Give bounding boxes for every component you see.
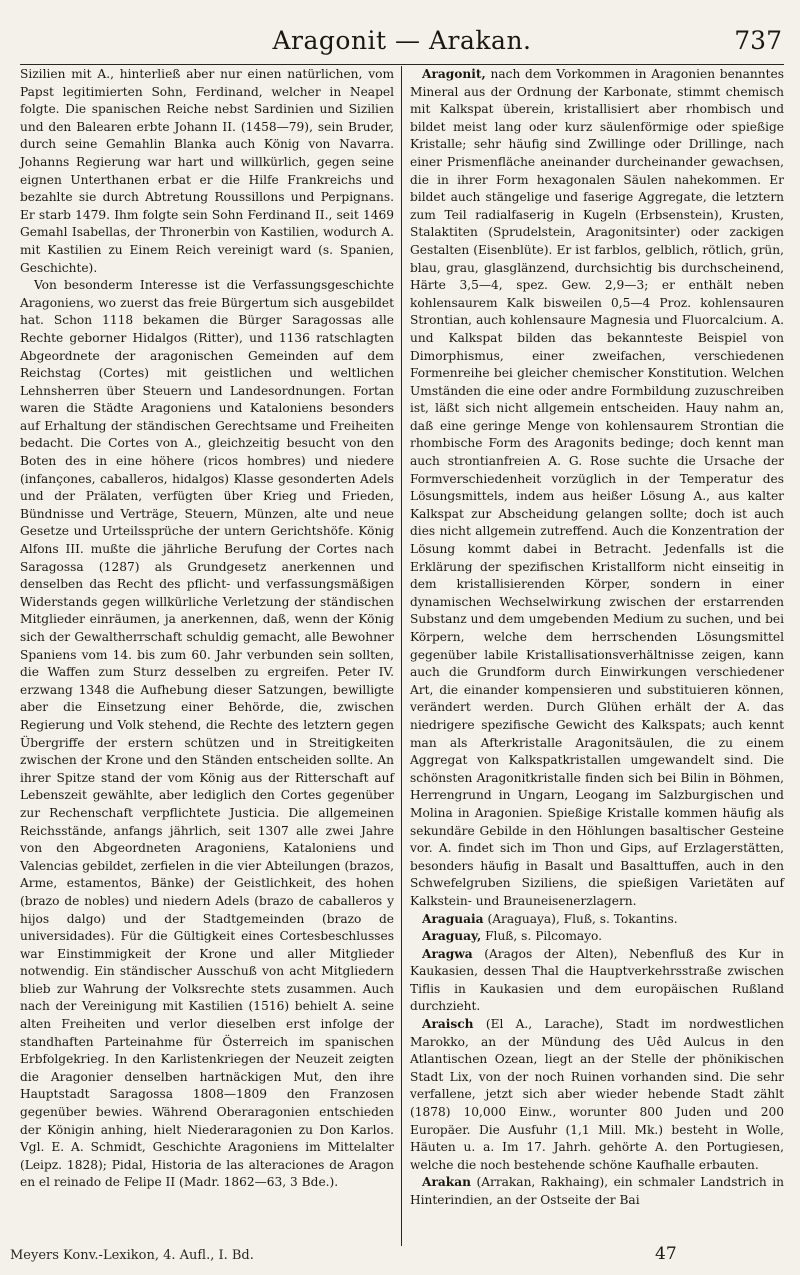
entry-headword: Aragonit, [422,67,486,81]
paragraph: Sizilien mit A., hinterließ aber nur einen natürlichen, vom Papst legitimierten Sohn, Ferdinand, welcher in Neapel folgte. Die spanischen Reiche nebst Sardinien und Sizilien und den Balearen erbte Johann II. (1458—79), sein Bruder, durch seine Gemahlin Blanka auch König von Navarra. Johanns Regierung war hart und willkürlich, gegen seine eignen Unterthanen erbat er die Hilfe Frankreichs und bezahlte sie durch Abtretung Roussillons und Perpignans. Er starb 1479. Ihm folgte sein Sohn Ferdinand II., seit 1469 Gemahl Isabellas, der Thronerbin von Kastilien, wodurch A. mit Kastilien zu Einem Reich vereinigt ward (s. Spanien, Geschichte). [20,67,394,275]
entry-text: (El A., Larache), Stadt im nordwestlichen Marokko, an der Mündung des Uêd Aulcus in den Atlantischen Ozean, liegt an der Stelle der phönikischen Stadt Lix, von der noch Ruinen vorhanden sind. Die sehr verfallene, jetzt sich aber wieder hebende Stadt zählt (1878) 10,000 Einw., worunter 800 Juden und 200 Europäer. Die Ausfuhr (1,1 Mill. Mk.) besteht in Wolle, Häuten u. a. Im 17. Jahrh. gehörte A. den Portugiesen, welche die noch bestehende schöne Kaufhalle erbauten. [410,1017,784,1172]
right-column [410,66,784,1210]
entry-headword: Araguaia [422,911,484,926]
entry-text: nach dem Vorkommen in Aragonien benanntes Mineral aus der Ordnung der Karbonate, stimmt chemisch mit Kalkspat überein, kristallisiert aber rhombisch und bildet meist lang oder kurz säulenförmige oder spießige Kristalle; sehr häufig sind Zwillinge oder Drillinge, nach einer Prismenfläche aneinander durcheinander gewachsen, die in ihrer Form hexagonalen Säulen nahekommen. Er bildet auch stängelige und faserige Aggregate, die letztern zum Teil radialfaserig in Kugeln (Erbsenstein), Krusten, Stalaktiten (Sprudelstein, Aragonitsinter) oder zackigen Gestalten (Eisenblüte). Er ist farblos, gelblich, rötlich, grün, blau, grau, glasglänzend, durchsichtig bis durchscheinend, Härte 3,5—4, spez. Gew. 2,9—3; er enthält neben kohlensaurem Kalk bisweilen 0,5—4 Proz. kohlensauren Strontian, auch kohlensaure Magnesia und Fluorcalcium. A. und Kalkspat bilden das bekannteste Beispiel von Dimorphismus, einer zweifachen, verschiedenen Formenreihe bei gleicher chemischer Konstitution. Welchen Umständen die eine oder andre Formbildung zuzuschreiben ist, läßt sich nicht allgemein entscheiden. Hauy nahm an, daß eine geringe Menge von kohlensaurem Strontian die rhombische Form des Aragonits bedinge; doch kennt man auch strontianfreien A. G. Rose suchte die Ursache der Formverschiedenheit vorzüglich in der Temperatur des Lösungsmittels, indem aus heißer Lösung A., aus kalter Kalkspat zur Abscheidung gelangen sollte; doch ist auch dies nicht allgemein zutreffend. Auch die Konzentration der Lösung kommt dabei in Betracht. Jedenfalls ist die Erklärung der spezifischen Kristallform nicht einseitig in dem kristallisierenden Körper, sondern in einer dynamischen Wechselwirkung zwischen der erstarrenden Substanz und dem umgebenden Medium zu suchen, und bei Körpern, welche dem herrschenden Lösungsmittel gegenüber labile Kristallisationsverhältnisse zeigen, kann auch die Grundform durch Einwirkungen verschiedener Art, die einander kompensieren und substituieren können, verändert werden. Durch Glühen erhält der A. das niedrigere spezifische Gewicht des Kalkspats; auch kennt man als Afterkristalle Aragonitsäulen, die zu einem Aggregat von Kalkspatkristallen umgewandelt sind. Die schönsten Aragonitkristalle finden sich bei Bilin in Böhmen, Herrengrund in Ungarn, Leogang im Salzburgischen und Molina in Aragonien. Spießige Kristalle kommen häufig als sekundäre Gebilde in den Höhlungen basaltischer Gesteine vor. A. findet sich im Thon und Gips, auf Erzlagerstätten, besonders häufig in Basalt und Basalttuffen, auch in den Schwefelgruben Siziliens, die spießigen Varietäten auf Kalkstein- und Brauneisenerzlagern. [410,67,784,908]
column-divider [401,66,402,1246]
entry-headword: Aragwa [422,946,473,961]
entry-headword: Araguay, [422,929,482,944]
entry-text: (Araguaya), Fluß, s. Tokantins. [483,911,678,926]
entry-text: Fluß, s. Pilcomayo. [481,929,603,944]
running-title: Aragonit — Arakan. [272,26,532,55]
entry-text: (Arrakan, Rakhaing), ein schmaler Landstrich in Hinterindien, an der Ostseite der Bai [410,1175,784,1207]
page-number: 737 [734,26,782,55]
entry-aragwa [410,946,784,1016]
header-rule [20,64,784,65]
entry-araguaia [410,911,784,929]
left-column [20,66,394,1192]
entry-headword: Araisch [422,1017,474,1032]
entry-text: (Aragos der Alten), Nebenfluß des Kur in Kaukasien, dessen Thal die Hauptverkehrsstraße zwischen Tiflis in Kaukasien und dem europäischen Rußland durchzieht. [410,946,784,1014]
signature-mark: 47 [655,1244,677,1264]
page-header [20,22,784,62]
entry-araisch [410,1016,784,1174]
paragraph: Von besonderm Interesse ist die Verfassungsgeschichte Aragoniens, wo zuerst das freie Bürgertum sich ausgebildet hat. Schon 1118 bekamen die Bürger Saragossas alle Rechte geborner Hidalgos (Ritter), und 1136 ratschlagten Abgeordnete der aragonischen Gemeinden auf dem Reichstag (Cortes) mit geistlichen und weltlichen Lehnsherren über Steuern und Landesordnungen. Fortan waren die Städte Aragoniens und Kataloniens besonders auf Erhaltung der ständischen Gerechtsame und Freiheiten bedacht. Die Cortes von A., gleichzeitig besucht von den Boten des in eine höhere (ricos hombres) und niedere (infançones, caballeros, hidalgos) Klasse gesonderten Adels und der Prälaten, verfügten über Krieg und Frieden, Bündnisse und Verträge, Steuern, Münzen, alte und neue Gesetze und Urteilssprüche der untern Gerichtshöfe. König Alfons III. mußte die jährliche Berufung der Cortes nach Saragossa (1287) als Grundgesetz anerkennen und denselben das Recht des pflicht- und verfassungsmäßigen Widerstands gegen willkürliche Verletzung der ständischen Mitglieder einräumen, ja anerkennen, daß, wenn der König sich der Gewaltherrschaft schuldig gemacht, alle Bewohner Spaniens vom 14. bis zum 60. Jahr verbunden sein sollten, die Waffen zum Sturz desselben zu ergreifen. Peter IV. erzwang 1348 die Aufhebung dieser Satzungen, bewilligte aber die Einsetzung einer Behörde, die, zwischen Regierung und Volk stehend, die Rechte des letztern gegen Übergriffe der erstern schützen und in Streitigkeiten zwischen der Krone und den Ständen entscheiden sollte. An ihrer Spitze stand der vom König aus der Ritterschaft auf Lebenszeit gewählte, aber lediglich den Cortes gegenüber zur Rechenschaft verpflichtete Justicia. Die allgemeinen Reichsstände, anfangs jährlich, seit 1307 alle zwei Jahre von den Abgeordneten Aragoniens, Kataloniens und Valencias gebildet, zerfielen in die vier Abteilungen (brazos, Arme, estamentos, Bänke) der Geistlichkeit, des hohen (brazo de nobles) und niedern Adels (brazo de caballeros y hijos dalgo) und der Stadtgemeinden (brazo de universidades). Für die Gültigkeit eines Cortesbeschlusses war Einstimmigkeit der Krone und aller Mitglieder notwendig. Ein ständischer Ausschuß von acht Mitgliedern blieb zur Wahrung der Volksrechte stets zusammen. Auch nach der Vereinigung mit Kastilien (1516) behielt A. seine alten Freiheiten und verlor dieselben erst infolge der standhaften Parteinahme für Österreich im spanischen Erbfolgekrieg. In den Karlistenkriegen der Neuzeit zeigten die Aragonier denselben hartnäckigen Mut, den ihre Hauptstadt Saragossa 1808—1809 den Franzosen gegenüber bewies. Während Oberaragonien entschieden der Königin anhing, hielt Niederaragonien zu Don Karlos. Vgl. E. A. Schmidt, Geschichte Aragoniens im Mittelalter (Leipz. 1828); Pidal, Historia de las alteraciones de Aragon en el reinado de Felipe II (Madr. 1862—63, 3 Bde.). [20,278,394,1190]
entry-arakan [410,1174,784,1209]
entry-aragonit [410,66,784,911]
entry-headword: Arakan [422,1175,471,1190]
entry-araguay [410,928,784,946]
dictionary-page [20,0,784,1275]
imprint-footer: Meyers Konv.-Lexikon, 4. Aufl., I. Bd. [10,1248,254,1263]
